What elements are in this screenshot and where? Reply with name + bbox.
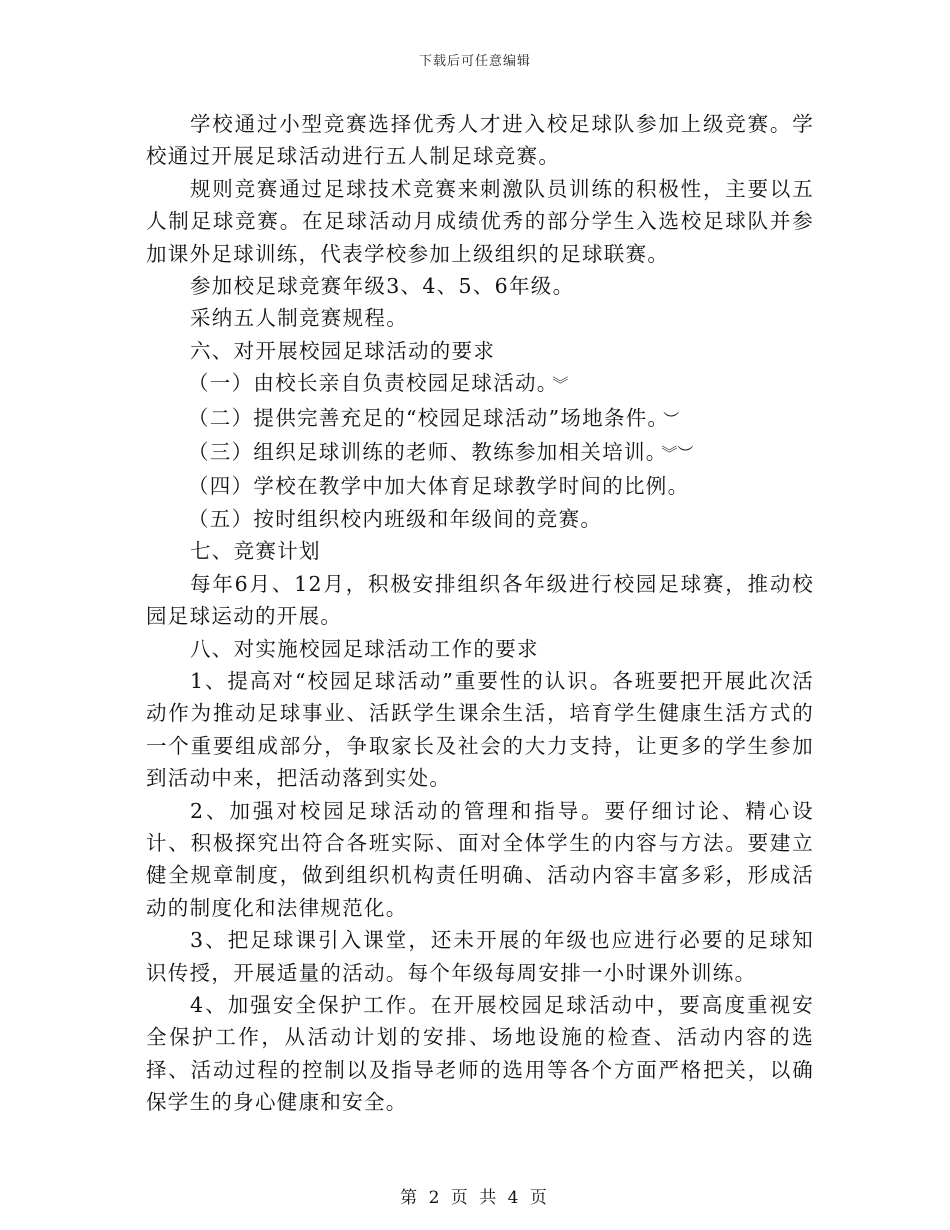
paragraph-text: （四）学校在教学中加大体育足球教学时间的比例。 xyxy=(188,474,690,499)
paragraph-text: （二）提供完善充足的“校园足球活动”场地条件。 xyxy=(188,405,660,430)
page-header-note: 下载后可任意编辑 xyxy=(418,54,531,69)
paragraph-text: （一）由校长亲自负责校园足球活动。 xyxy=(188,371,549,396)
paragraph xyxy=(146,335,814,367)
paragraph-text: （三）组织足球训练的老师、教练参加相关培训。 xyxy=(188,440,658,465)
paragraph xyxy=(146,568,814,633)
paragraph-text: 参加校足球竞赛年级3、4、5、6年级。 xyxy=(190,274,575,299)
paragraph xyxy=(146,108,814,173)
annotation-mark: ︾ xyxy=(552,375,569,395)
paragraph xyxy=(146,633,814,665)
paragraph-text: 采纳五人制竞赛规程。 xyxy=(190,306,408,331)
paragraph xyxy=(146,535,814,567)
list-item xyxy=(146,470,814,502)
paragraph-text: 每年6月、12月，积极安排组织各年级进行校园足球赛，推动校园足球运动的开展。 xyxy=(146,571,814,629)
list-item xyxy=(146,503,814,535)
list-item xyxy=(146,402,814,436)
document-body xyxy=(146,108,814,1119)
paragraph xyxy=(146,795,814,925)
paragraph-text: 3、把足球课引入课堂，还未开展的年级也应进行必要的足球知识传授，开展适量的活动。每个年级每周安排一小时课外训练。 xyxy=(146,928,814,985)
paragraph-text: （五）按时组织校内班级和年级间的竞赛。 xyxy=(188,506,603,531)
paragraph-text: 1、提高对“校园足球活动”重要性的认识。各班要把开展此次活动作为推动足球事业、活跃学生课余生活，培育学生健康生活方式的一个重要组成部分，争取家长及社会的大力支持，让更多的学生参加到活动中来，把活动落到实处。 xyxy=(146,668,814,791)
paragraph xyxy=(146,270,814,302)
paragraph-text: 六、对开展校园足球活动的要求 xyxy=(190,338,496,363)
paragraph-text: 八、对实施校园足球活动工作的要求 xyxy=(190,636,539,661)
list-item xyxy=(146,367,814,401)
paragraph xyxy=(146,173,814,270)
annotation-mark: ︶ xyxy=(663,409,680,429)
list-item xyxy=(146,436,814,470)
paragraph-text: 2、加强对校园足球活动的管理和指导。要仔细讨论、精心设计、积极探究出符合各班实际、面对全体学生的内容与方法。要建立健全规章制度，做到组织机构责任明确、活动内容丰富多彩，形成活动的制度化和法律规范化。 xyxy=(146,798,814,920)
paragraph xyxy=(146,989,814,1119)
paragraph xyxy=(146,302,814,334)
paragraph-text: 规则竞赛通过足球技术竞赛来刺激队员训练的积极性，主要以五人制足球竞赛。在足球活动月成绩优秀的部分学生入选校足球队并参加课外足球训练，代表学校参加上级组织的足球联赛。 xyxy=(146,176,814,266)
paragraph-text: 学校通过小型竞赛选择优秀人才进入校足球队参加上级竞赛。学校通过开展足球活动进行五人制足球竞赛。 xyxy=(146,112,814,169)
paragraph-text: 4、加强安全保护工作。在开展校园足球活动中，要高度重视安全保护工作，从活动计划的安排、场地设施的检查、活动内容的选择、活动过程的控制以及指导老师的选用等各个方面严格把关，以确保学生的身心健康和安全。 xyxy=(146,992,814,1115)
paragraph xyxy=(146,665,814,795)
paragraph-text: 七、竞赛计划 xyxy=(190,539,321,564)
paragraph xyxy=(146,924,814,989)
page-number: 第 2 页 共 4 页 xyxy=(400,1188,550,1208)
annotation-mark: ︾︶ xyxy=(661,444,694,464)
